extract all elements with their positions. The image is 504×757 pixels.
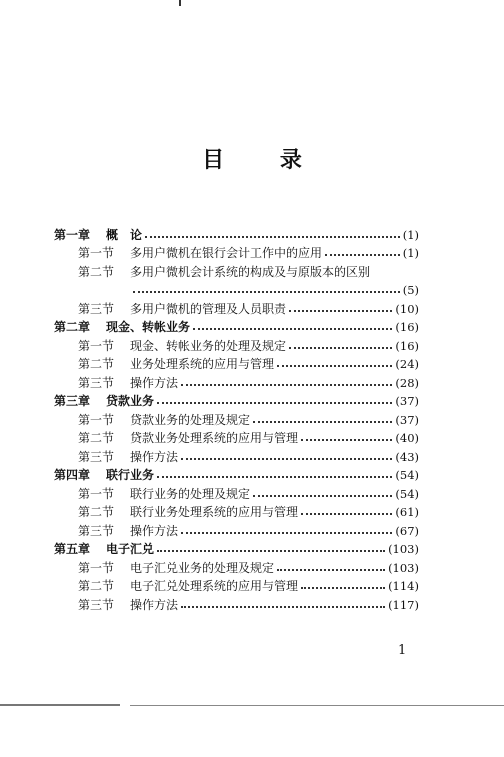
toc-page-ref: (1) [402, 246, 419, 260]
toc-page-ref: (54) [395, 486, 419, 501]
toc-page-ref: (5) [402, 283, 419, 297]
toc-entry-number: 第四章 [54, 468, 91, 482]
dot-leader [133, 291, 400, 293]
toc-section-row [54, 483, 419, 502]
toc-entry-title: 联行业务的处理及规定 [130, 486, 251, 501]
toc-entry-label [78, 264, 370, 280]
toc-entry-label [54, 467, 154, 483]
toc-continuation-row [54, 280, 419, 299]
toc-entry-label [78, 301, 286, 317]
toc-entry-title: 电子汇兑业务的处理及规定 [130, 560, 275, 575]
toc-section-row [54, 557, 419, 576]
toc-entry-label [78, 578, 298, 594]
toc-entry-number: 第一节 [78, 486, 115, 501]
dot-leader [157, 402, 392, 404]
dot-leader [277, 569, 385, 571]
toc-entry-number: 第三章 [54, 394, 91, 408]
toc-page-ref: (16) [395, 320, 419, 334]
toc-entry-label [54, 227, 142, 243]
toc-section-row [54, 576, 419, 595]
toc-entry-title: 多用户微机在银行会计工作中的应用 [130, 246, 323, 260]
dot-leader [193, 328, 392, 330]
toc-entry-number: 第一节 [78, 560, 115, 575]
toc-entry-label [78, 245, 322, 261]
toc-section-row [54, 446, 419, 465]
dot-leader [301, 587, 385, 589]
toc-entry-title: 贷款业务的处理及规定 [130, 412, 251, 427]
toc-section-row [54, 261, 419, 280]
toc-page-ref: (103) [388, 560, 419, 575]
toc-entry-label [78, 375, 178, 391]
toc-entry-title: 联行业务处理系统的应用与管理 [130, 505, 299, 519]
toc-entry-label [78, 560, 274, 576]
toc-page-ref: (40) [395, 431, 419, 445]
dot-leader [181, 532, 392, 534]
toc-section-row [54, 409, 419, 428]
toc-entry-label [78, 449, 178, 465]
toc-entry-number: 第一节 [78, 246, 115, 260]
toc-page-ref: (67) [395, 523, 419, 538]
page-number: 1 [398, 643, 407, 658]
toc-page-ref: (1) [402, 227, 419, 242]
toc-entry-title: 多用户微机的管理及人员职责 [130, 301, 287, 316]
table-of-contents [54, 224, 419, 613]
dot-leader [325, 254, 400, 256]
toc-entry-number: 第一章 [54, 227, 91, 242]
toc-section-row [54, 335, 419, 354]
scan-rule [0, 704, 120, 706]
toc-page-ref: (54) [395, 468, 419, 482]
toc-entry-number: 第三节 [78, 375, 115, 390]
toc-chapter-row [54, 391, 419, 410]
toc-entry-label [78, 504, 298, 520]
toc-entry-label [78, 338, 286, 354]
toc-entry-number: 第三节 [78, 301, 115, 316]
toc-entry-title: 操作方法 [130, 523, 179, 538]
toc-entry-title: 操作方法 [130, 449, 179, 464]
toc-page-ref: (61) [395, 505, 419, 519]
toc-entry-label [78, 597, 178, 613]
toc-entry-label [78, 430, 298, 446]
toc-chapter-row [54, 465, 419, 484]
toc-section-row [54, 372, 419, 391]
toc-section-row [54, 520, 419, 539]
toc-entry-number: 第一节 [78, 412, 115, 427]
toc-entry-title: 操作方法 [130, 597, 179, 612]
toc-entry-number: 第三节 [78, 597, 115, 612]
toc-page-ref: (114) [388, 579, 419, 593]
toc-entry-number: 第二节 [78, 264, 115, 279]
dot-leader [145, 236, 400, 238]
toc-entry-number: 第二节 [78, 505, 115, 519]
dot-leader [277, 365, 392, 367]
toc-page-ref: (117) [388, 597, 419, 612]
toc-page-ref: (16) [395, 338, 419, 353]
dot-leader [157, 476, 392, 478]
toc-section-row [54, 594, 419, 613]
toc-entry-title: 多用户微机会计系统的构成及与原版本的区别 [130, 264, 371, 279]
toc-entry-title: 电子汇兑处理系统的应用与管理 [130, 579, 299, 593]
toc-entry-label [78, 486, 250, 502]
dot-leader [253, 421, 392, 423]
dot-leader [253, 495, 392, 497]
scan-rule [130, 705, 504, 706]
dot-leader [289, 310, 392, 312]
toc-entry-number: 第二节 [78, 357, 115, 371]
toc-page-ref: (103) [388, 542, 419, 556]
dot-leader [301, 513, 392, 515]
toc-entry-title: 现金、转帐业务 [106, 320, 191, 334]
toc-entry-label [78, 412, 250, 428]
toc-entry-number: 第二节 [78, 579, 115, 593]
toc-entry-label [78, 356, 274, 372]
dot-leader [181, 384, 392, 386]
toc-entry-label [54, 319, 190, 335]
toc-section-row [54, 243, 419, 262]
dot-leader [289, 347, 392, 349]
toc-entry-title: 操作方法 [130, 375, 179, 390]
toc-entry-number: 第三节 [78, 449, 115, 464]
toc-entry-number: 第三节 [78, 523, 115, 538]
dot-leader [301, 439, 392, 441]
toc-entry-label [78, 523, 178, 539]
toc-page-ref: (10) [395, 301, 419, 316]
toc-section-row [54, 354, 419, 373]
toc-chapter-row [54, 317, 419, 336]
toc-section-row [54, 428, 419, 447]
toc-entry-label [54, 393, 154, 409]
toc-page-ref: (43) [395, 449, 419, 464]
toc-entry-title: 概 论 [106, 227, 143, 242]
scan-mark [179, 0, 181, 6]
toc-entry-title: 贷款业务处理系统的应用与管理 [130, 431, 299, 445]
toc-section-row [54, 298, 419, 317]
toc-entry-label [54, 541, 154, 557]
toc-entry-title: 电子汇兑 [106, 542, 155, 556]
toc-page-ref: (37) [395, 394, 419, 408]
toc-entry-number: 第二节 [78, 431, 115, 445]
dot-leader [181, 458, 392, 460]
page-title: 目 录 [202, 148, 326, 173]
toc-section-row [54, 502, 419, 521]
dot-leader [157, 550, 385, 552]
toc-entry-title: 联行业务 [106, 468, 155, 482]
toc-entry-title: 业务处理系统的应用与管理 [130, 357, 275, 371]
toc-entry-number: 第一节 [78, 338, 115, 353]
toc-entry-title: 贷款业务 [106, 394, 155, 408]
toc-entry-number: 第二章 [54, 320, 91, 334]
toc-entry-title: 现金、转帐业务的处理及规定 [130, 338, 287, 353]
dot-leader [181, 606, 385, 608]
toc-page-ref: (24) [395, 357, 419, 371]
toc-entry-number: 第五章 [54, 542, 91, 556]
toc-chapter-row [54, 539, 419, 558]
toc-page-ref: (28) [395, 375, 419, 390]
toc-page-ref: (37) [395, 412, 419, 427]
toc-chapter-row [54, 224, 419, 243]
